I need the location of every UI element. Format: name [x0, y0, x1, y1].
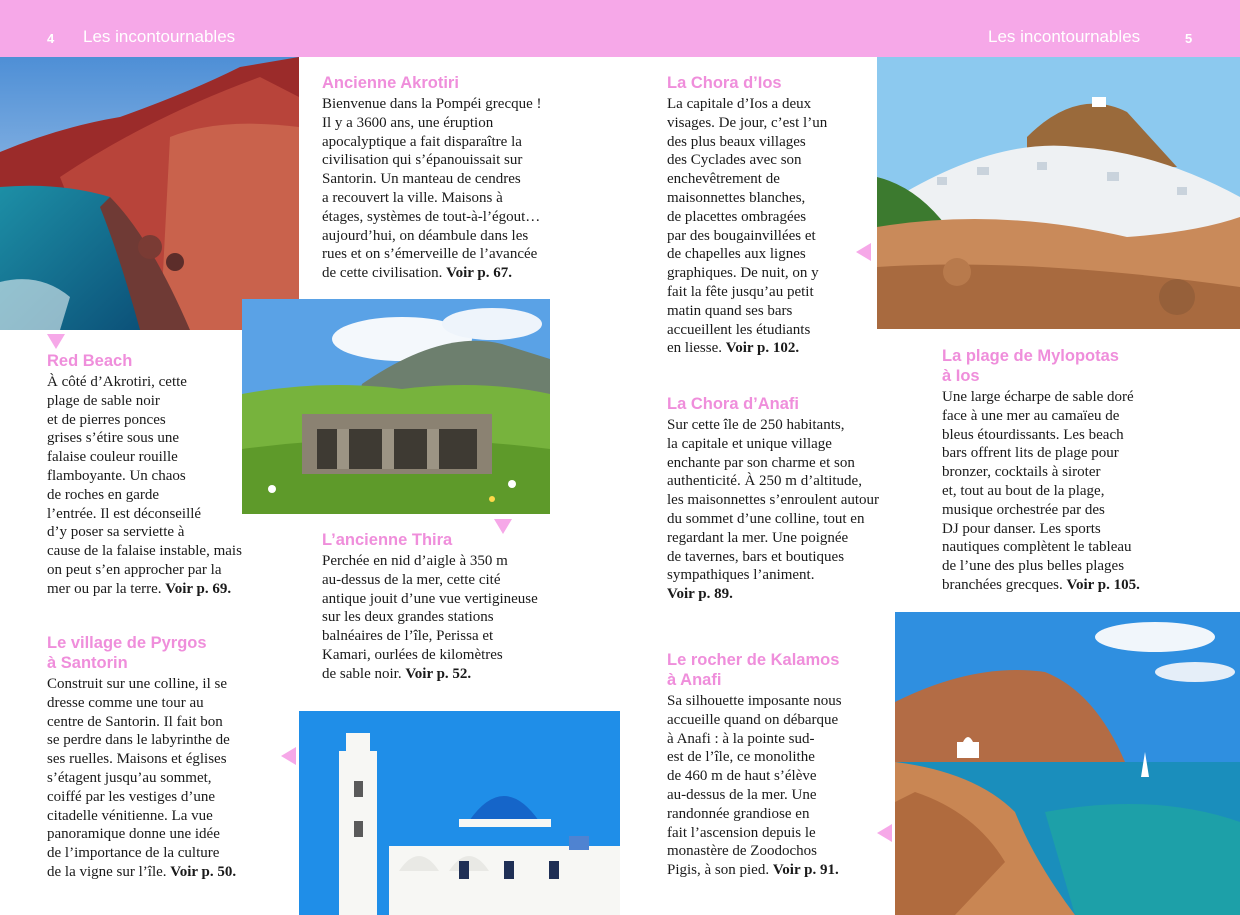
page-reference: Voir p. 91.	[772, 862, 839, 879]
section-mylopotas	[942, 346, 1232, 595]
section-text: Perchée en nid d’aigle à 350 m au-dessus de la mer, cette cité antique jouit d’une vue vertigineuse sur les deux grandes stations balnéaires de l’île, Perissa et Kamari, ourlées de kilomètres de sable noir.	[322, 553, 538, 682]
section-chora-anafi	[667, 394, 927, 604]
section-akrotiri	[322, 73, 612, 283]
right-running-title: Les incontournables	[988, 27, 1141, 46]
section-body	[667, 95, 867, 358]
section-text: Sur cette île de 250 habitants, la capitale et unique village enchante par son charme et son authenticité. À 250 m d’altitude, les maisonnettes s’enroulent autour du sommet d’une colline, tout en regardant la mer. Une poignée de tavernes, bars et boutiques sympathiques l’animent.	[667, 417, 880, 584]
section-chora-ios	[667, 73, 867, 358]
section-body	[47, 675, 282, 882]
photo-chora-ios	[877, 57, 1240, 329]
section-body	[322, 95, 612, 283]
section-body	[942, 388, 1232, 595]
section-text: Sa silhouette imposante nous accueille quand on débarque à Anafi : à la pointe sud- est de l’île, ce monolithe de 460 m de haut s’élève au-dessus de la mer. Une randonnée grandiose en fait l’ascension depuis le monastère de Zoodochos Pigis, à son pied.	[667, 693, 842, 879]
section-title: La Chora d’Ios	[667, 74, 782, 92]
photo-red-beach	[0, 57, 299, 330]
pointer-arrow-down-icon	[47, 334, 65, 349]
page-reference: Voir p. 52.	[405, 665, 472, 682]
section-red-beach	[47, 351, 282, 599]
section-title: La plage de Mylopotas à Ios	[942, 347, 1119, 385]
section-text: Une large écharpe de sable doré face à une mer au camaïeu de bleus étourdissants. Les beach bars offrent lits de plage pour bronzer, cocktails à siroter et, tout au bout de la plage, musique orchestrée par des DJ pour danser. Les sports nautiques complètent le tableau de l’une des plus belles plages branchées grecques.	[942, 389, 1134, 593]
section-body	[322, 552, 612, 684]
page-reference: Voir p. 105.	[1066, 576, 1140, 593]
section-body	[47, 373, 282, 599]
photo-ancient-thira	[242, 299, 550, 514]
right-page-number: 5	[1185, 31, 1193, 46]
photo-pyrgos-church	[299, 711, 620, 915]
section-title: La Chora d’Anafi	[667, 395, 800, 413]
page-reference: Voir p. 50.	[170, 863, 237, 880]
photo-kalamos-rock	[895, 612, 1240, 915]
section-ancient-thira	[322, 530, 612, 684]
section-title: L’ancienne Thira	[322, 531, 453, 549]
section-text: La capitale d’Ios a deux visages. De jour, c’est l’un des plus beaux villages des Cyclades avec son enchevêtrement de maisonnettes blanches, de placettes ombragées par des bougainvillées et de chapelles aux lignes graphiques. De nuit, on y fait la fête jusqu’au petit matin quand ses bars accueillent les étudiants en liesse.	[667, 96, 828, 357]
section-text: Bienvenue dans la Pompéi grecque ! Il y a 3600 ans, une éruption apocalyptique a fait disparaître la civilisation qui s’épanouissait sur Santorin. Un manteau de cendres a recouvert la ville. Maisons à étages, systèmes de tout-à-l’égout… aujourd’hui, on déambule dans les rues et on s’émerveille de l’avancée de cette civilisation.	[322, 96, 542, 282]
section-title: Le village de Pyrgos à Santorin	[47, 634, 207, 672]
section-pyrgos	[47, 633, 282, 882]
section-title: Ancienne Akrotiri	[322, 74, 459, 92]
left-page-number: 4	[47, 31, 55, 46]
page-reference: Voir p. 102.	[725, 340, 800, 357]
page-reference: Voir p. 89.	[667, 586, 733, 603]
section-title: Red Beach	[47, 352, 133, 370]
section-text: Construit sur une colline, il se dresse comme une tour au centre de Santorin. Il fait bon se perdre dans le labyrinthe de ses ruelles. Maisons et églises s’étagent jusqu’au sommet, coiffé par les vestiges d’une citadelle vénitienne. La vue panoramique donne une idée de l’importance de la culture de la vigne sur l’île.	[47, 676, 230, 880]
page-reference: Voir p. 69.	[165, 580, 232, 597]
section-kalamos	[667, 650, 882, 880]
section-body	[667, 692, 882, 880]
section-title: Le rocher de Kalamos à Anafi	[667, 651, 840, 689]
section-text: À côté d’Akrotiri, cette plage de sable noir et de pierres ponces grises s’étire sous une falaise couleur rouille flamboyante. Un chaos de roches en garde l’entrée. Il est déconseillé d’y poser sa serviette à cause de la falaise instable, mais on peut s’en approcher par la mer ou par la terre.	[47, 374, 242, 597]
section-body	[667, 416, 927, 604]
left-running-title: Les incontournables	[83, 27, 236, 46]
pointer-arrow-left-icon	[281, 747, 296, 765]
page-reference: Voir p. 67.	[446, 265, 512, 282]
